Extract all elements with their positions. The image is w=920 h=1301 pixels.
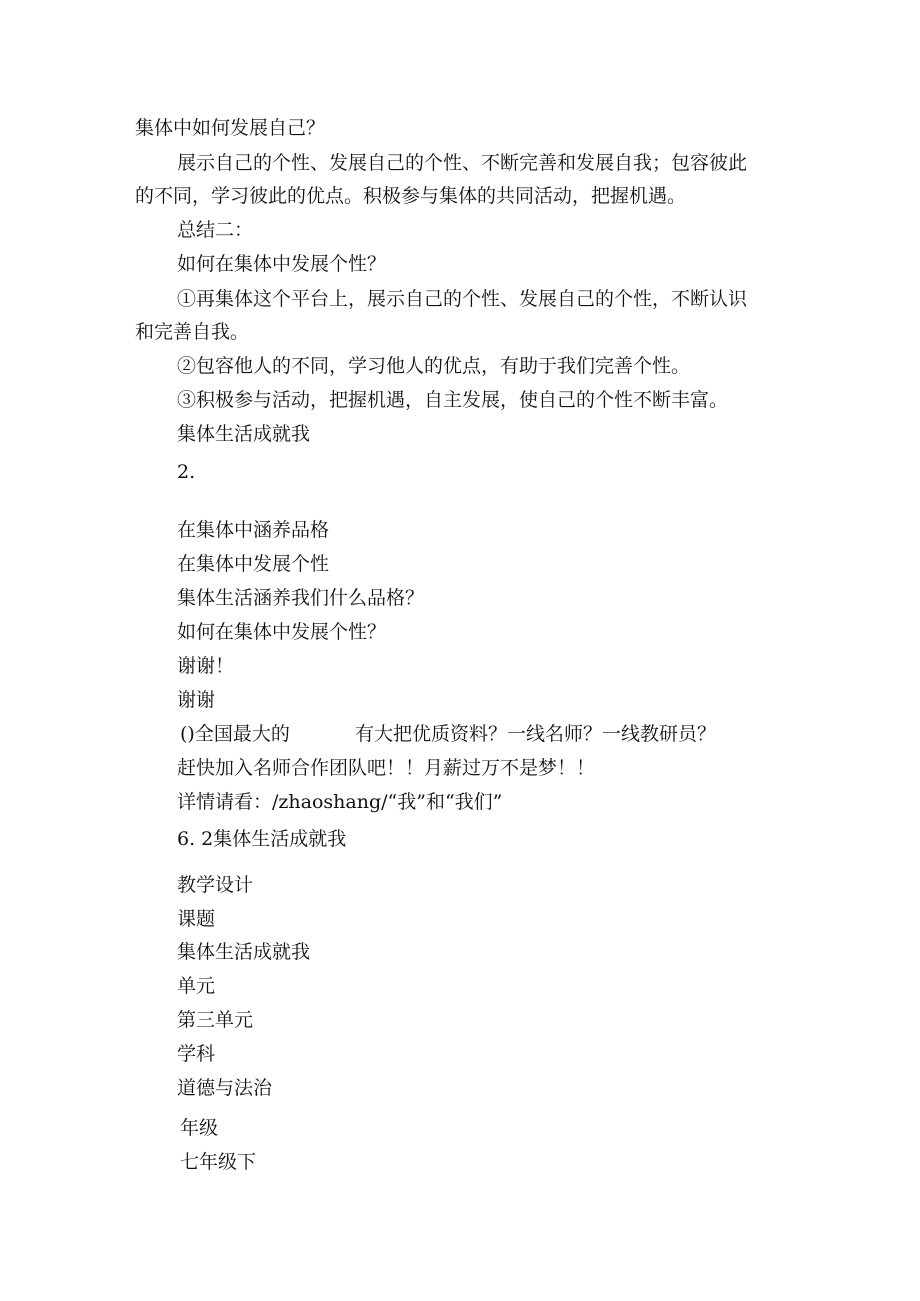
table-value-topic: 集体生活成就我 xyxy=(177,941,311,963)
lesson-title: 6. 2集体生活成就我 xyxy=(177,828,347,850)
thanks-2: 谢谢 xyxy=(177,689,216,711)
promo-line-3: 详情请看：/zhaoshang/“我”和“我们” xyxy=(177,791,503,813)
table-label-subject: 学科 xyxy=(177,1043,216,1065)
promo-line-1 xyxy=(180,721,716,747)
outline-question-2: 如何在集体中发展个性？ xyxy=(177,621,387,643)
summary-point-2: ②包容他人的不同，学习他人的优点，有助于我们完善个性。 xyxy=(177,355,691,377)
summary-question: 如何在集体中发展个性？ xyxy=(177,253,387,275)
outline-question-1: 集体生活涵养我们什么品格？ xyxy=(177,587,425,609)
question-heading: 集体中如何发展自己？ xyxy=(135,117,326,139)
thanks-1: 谢谢！ xyxy=(177,655,235,677)
promo-line-1-part-a: ()全国最大的 xyxy=(180,723,290,745)
section-number: 2. xyxy=(177,461,196,483)
promo-line-1-part-b: 有大把优质资料？一线名师？一线教研员？ xyxy=(355,723,717,745)
section-title: 集体生活成就我 xyxy=(177,423,311,445)
outline-item-2: 在集体中发展个性 xyxy=(177,553,330,575)
answer-paragraph-line-2: 的不同，学习彼此的优点。积极参与集体的共同活动，把握机遇。 xyxy=(135,185,687,207)
answer-paragraph-line-1: 展示自己的个性、发展自己的个性、不断完善和发展自我；包容彼此 xyxy=(177,152,748,174)
table-label-grade: 年级 xyxy=(180,1117,219,1139)
summary-heading: 总结二： xyxy=(177,219,254,241)
promo-line-2: 赶快加入名师合作团队吧！！月薪过万不是梦！！ xyxy=(177,757,596,779)
table-value-subject: 道德与法治 xyxy=(177,1077,273,1099)
outline-item-1: 在集体中涵养品格 xyxy=(177,519,330,541)
table-value-unit: 第三单元 xyxy=(177,1009,254,1031)
summary-point-1-line-2: 和完善自我。 xyxy=(135,321,250,343)
table-label-design: 教学设计 xyxy=(177,874,254,896)
summary-point-3: ③积极参与活动，把握机遇，自主发展，使自己的个性不断丰富。 xyxy=(177,389,729,411)
summary-point-1-line-1: ①再集体这个平台上，展示自己的个性、发展自己的个性，不断认识 xyxy=(177,288,748,310)
table-value-grade: 七年级下 xyxy=(180,1151,257,1173)
table-label-topic: 课题 xyxy=(177,908,216,930)
table-label-unit: 单元 xyxy=(177,975,216,997)
